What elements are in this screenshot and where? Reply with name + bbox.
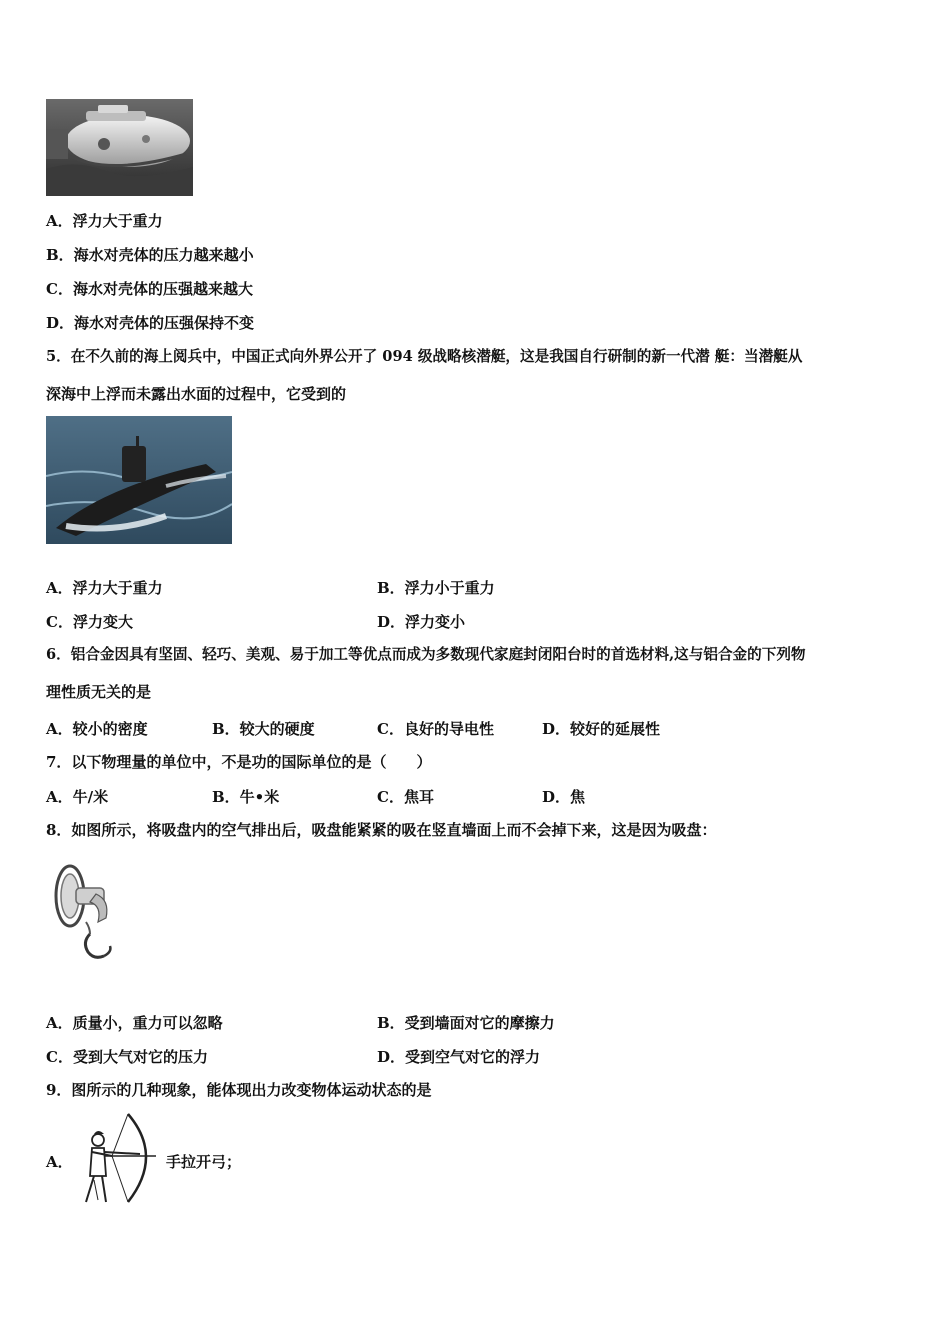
- q7-option-c: C．焦耳: [377, 788, 434, 806]
- q8-question: 8．如图所示，将吸盘内的空气排出后，吸盘能紧紧的吸在竖直墙面上而不会掉下来，这是因为吸盘：: [46, 821, 717, 839]
- q7-option-b: B．牛•米: [212, 788, 280, 806]
- q4-option-a: A．浮力大于重力: [46, 212, 163, 230]
- q5-question-line1: 5．在不久前的海上阅兵中，中国正式向外界公开了 094 级战略核潜艇，这是我国自行研制的新一代潜 艇：当潜艇从: [46, 348, 803, 365]
- q8-option-d: D．受到空气对它的浮力: [377, 1048, 541, 1066]
- q5-option-a: A．浮力大于重力: [46, 579, 163, 597]
- q8-option-b: B．受到墙面对它的摩擦力: [377, 1014, 555, 1032]
- q7-question: 7．以下物理量的单位中，不是功的国际单位的是（ ）: [46, 753, 432, 771]
- q5-question-line2: 深海中上浮而未露出水面的过程中，它受到的: [46, 385, 347, 403]
- q6-question-line1: 6．铝合金因具有坚固、轻巧、美观、易于加工等优点而成为多数现代家庭封闭阳台时的首选材料,这与铝合金的下列物: [46, 646, 806, 663]
- q8-option-a: A．质量小，重力可以忽略: [46, 1014, 223, 1032]
- q9-question: 9．图所示的几种现象，能体现出力改变物体运动状态的是: [46, 1081, 432, 1099]
- q6-option-b: B．较大的硬度: [212, 720, 315, 738]
- suction-cup-image: [46, 860, 118, 972]
- q6-option-c: C．良好的导电性: [377, 720, 494, 738]
- q5-option-c: C．浮力变大: [46, 613, 133, 631]
- q7-option-a: A．牛/米: [46, 788, 109, 806]
- q4-option-c: C．海水对壳体的压强越来越大: [46, 280, 253, 298]
- q8-option-c: C．受到大气对它的压力: [46, 1048, 208, 1066]
- archer-drawing-bow-image: [76, 1110, 156, 1206]
- q4-option-d: D．海水对壳体的压强保持不变: [46, 314, 255, 332]
- q5-option-b: B．浮力小于重力: [377, 579, 495, 597]
- q4-option-b: B．海水对壳体的压力越来越小: [46, 246, 254, 264]
- q9-option-a-letter: A．: [46, 1153, 73, 1171]
- q6-question-line2: 理性质无关的是: [46, 683, 152, 701]
- q6-option-a: A．较小的密度: [46, 720, 148, 738]
- q6-option-d: D．较好的延展性: [542, 720, 661, 738]
- q7-option-d: D．焦: [542, 788, 586, 806]
- submarine-image: [46, 416, 232, 544]
- submersible-image: [46, 99, 193, 196]
- q5-option-d: D．浮力变小: [377, 613, 466, 631]
- q9-option-a-caption: 手拉开弓；: [166, 1153, 242, 1171]
